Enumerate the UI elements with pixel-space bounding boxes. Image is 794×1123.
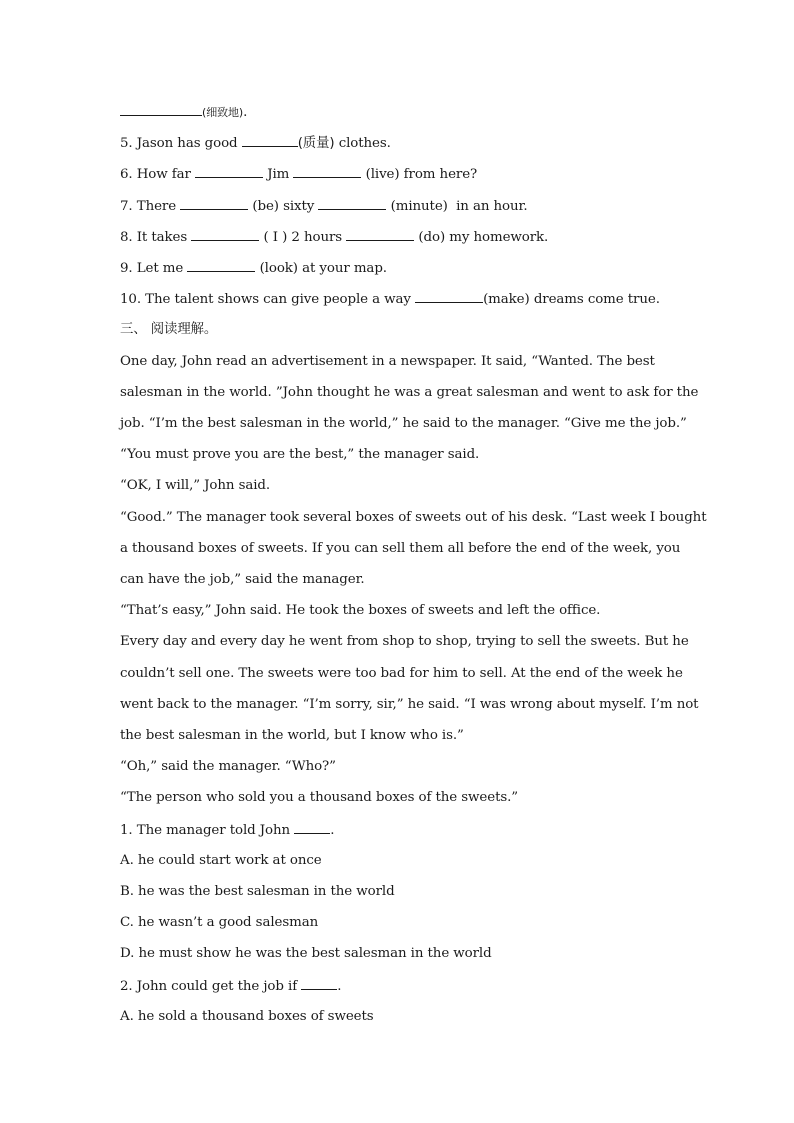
answer-blank[interactable] (346, 228, 414, 241)
question-text: 9. Let me (120, 261, 184, 276)
passage-line: couldn’t sell one. The sweets were too bad for him to sell. At the end of the week he (120, 666, 683, 681)
passage-line: the best salesman in the world, but I know who is.” (120, 728, 464, 743)
question-text: 2. John could get the job if (120, 979, 298, 994)
question-text: 8. It takes (120, 230, 188, 245)
hint: (live) (365, 167, 400, 182)
punctuation: . (337, 979, 342, 994)
passage-line: “You must prove you are the best,” the manager said. (120, 447, 480, 462)
passage-line: a thousand boxes of sweets. If you can sell them all before the end of the week, you (120, 541, 681, 556)
fill-in-q6 (120, 165, 685, 184)
answer-blank[interactable] (191, 228, 259, 241)
passage-line: “OK, I will,” John said. (120, 478, 271, 493)
hint: (be) sixty (252, 199, 315, 214)
answer-blank[interactable] (415, 290, 483, 303)
question-text: 1. The manager told John (120, 823, 291, 838)
question-text: 6. How far (120, 167, 191, 182)
option-d[interactable]: D. he must show he was the best salesman in the world (120, 946, 492, 961)
question-text: clothes. (338, 136, 391, 151)
answer-blank[interactable] (301, 977, 337, 990)
hint: (质量) (297, 136, 335, 151)
question-text: 10. The talent shows can give people a way (120, 292, 411, 307)
answer-blank[interactable] (180, 197, 248, 210)
hint: (make) (483, 292, 530, 307)
answer-blank[interactable] (195, 165, 263, 178)
hint: (do) (418, 230, 446, 245)
answer-blank[interactable] (242, 134, 298, 147)
passage-line: Every day and every day he went from shop to shop, trying to sell the sweets. But he (120, 634, 689, 649)
fill-in-q5 (120, 134, 685, 153)
option-a[interactable]: A. he could start work at once (120, 853, 322, 868)
answer-blank[interactable] (318, 197, 386, 210)
question-text: dreams come true. (533, 292, 660, 307)
passage-line: went back to the manager. “I’m sorry, sir,” he said. “I was wrong about myself. I’m not (120, 697, 699, 712)
fill-in-q9 (120, 259, 685, 278)
passage-line: “Oh,” said the manager. “Who?” (120, 759, 336, 774)
answer-blank[interactable] (120, 103, 202, 116)
question-1-stem (120, 821, 685, 840)
option-a[interactable]: A. he sold a thousand boxes of sweets (120, 1009, 374, 1024)
passage-line: One day, John read an advertisement in a newspaper. It said, “Wanted. The best (120, 354, 655, 369)
passage-line: salesman in the world. ”John thought he was a great salesman and went to ask for the (120, 385, 699, 400)
hint: (细致地) (202, 106, 244, 119)
answer-blank[interactable] (293, 165, 361, 178)
passage-line: job. “I’m the best salesman in the world,” he said to the manager. “Give me the job.” (120, 416, 687, 431)
passage-line: “Good.” The manager took several boxes of sweets out of his desk. “Last week I bought (120, 510, 707, 525)
fill-in-q10 (120, 290, 685, 309)
passage-line: “That’s easy,” John said. He took the boxes of sweets and left the office. (120, 603, 601, 618)
fill-in-q8 (120, 228, 685, 247)
punctuation: . (243, 105, 248, 120)
hint: ( I ) 2 hours (263, 230, 343, 245)
answer-blank[interactable] (187, 259, 255, 272)
question-text: from here? (403, 167, 478, 182)
question-text: my homework. (449, 230, 549, 245)
question-text: in an hour. (456, 199, 528, 214)
question-text: at your map. (302, 261, 387, 276)
question-text: 5. Jason has good (120, 136, 238, 151)
passage-line: can have the job,” said the manager. (120, 572, 365, 587)
option-b[interactable]: B. he was the best salesman in the world (120, 884, 395, 899)
option-c[interactable]: C. he wasn’t a good salesman (120, 915, 319, 930)
answer-blank[interactable] (294, 821, 330, 834)
fill-in-q4-tail (120, 103, 685, 122)
passage-line: “The person who sold you a thousand boxes of the sweets.” (120, 790, 519, 805)
punctuation: . (330, 823, 335, 838)
question-2-stem (120, 977, 685, 996)
question-text: 7. There (120, 199, 177, 214)
fill-in-q7 (120, 197, 685, 216)
hint: (look) (259, 261, 298, 276)
hint: (minute) (390, 199, 448, 214)
section-heading: 三、 阅读理解。 (120, 322, 218, 337)
question-text: Jim (267, 167, 290, 182)
